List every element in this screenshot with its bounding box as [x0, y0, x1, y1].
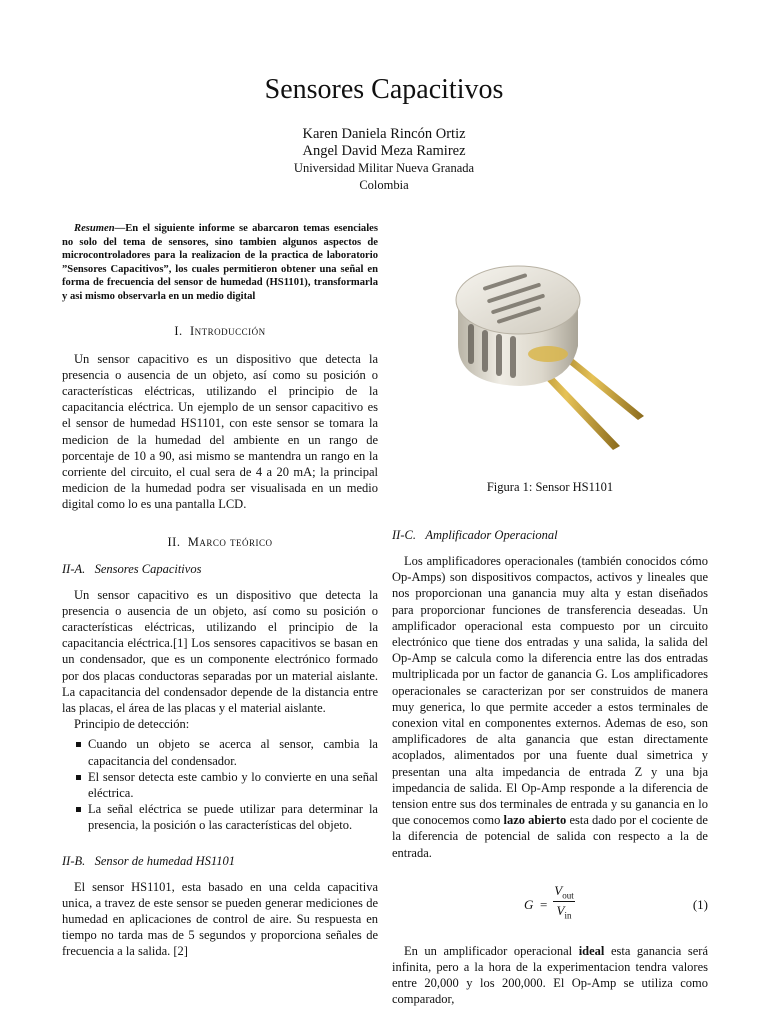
author-1: Karen Daniela Rincón Ortiz	[302, 126, 466, 142]
hs1101-sensor-image	[430, 246, 670, 466]
intro-paragraph: Un sensor capacitivo es un dispositivo que detecta la presencia o ausencia de un objeto, así como su posición o características eléctricas, utilizando el principio de la capacitancia eléctrica. Un ejemplo de un sensor capacitivo es el sensor de humedad HS1101, con este sensor se tomara la medicion de la humedad del ambiente en un rango de porcentaje de 10 a 90, asi mismo se mantendra un rango en la corriente del circuito, el cual sera de 4 a 20 mA; la principal medicion de la humedad podra ser visualisada en un medio digital como lo es una pantalla LCD.	[62, 351, 378, 512]
opamp-text: Los amplificadores operacionales (también conocidos cómo Op-Amps) son dispositivos compactos, activos y lineales que nos proporcionan una ganancia muy alta y estan diseñados para proporcionar funciones de transferencia deseadas. Un amplificador operacional esta compuesto por un circuito electrónico que tiene dos entradas y una salida, la salida del Op-Amp se calcula como la diferencia entre las dos entradas multriplicada por un factor de ganancia G. Los amplificadores operacionales se caracterizan por ser construidos de manera muy generica, lo que permite acceder a estos terminales de conexion vital en componentes externos. Ademas de eso, son amplificadores de alta ganancia que estan directamente acoplados, alimentados por una fuente dual simetrica y presentan una alta impedancia de entrada Z y una bja impedancia de salida. El Op-Amp responde a la diferencia de tension entre sus dos terminales de entrada y su ganancia en lo que conocemos como	[392, 554, 708, 828]
denominator: V	[556, 903, 565, 919]
author-block	[0, 126, 768, 194]
subsection-label: II-A.	[62, 561, 86, 576]
subsection-heading-c	[392, 528, 708, 543]
equation-fraction	[553, 883, 575, 921]
numerator-sub: out	[562, 890, 574, 901]
subsection-label: II-B.	[62, 853, 86, 868]
abstract-label: Resumen	[74, 223, 115, 234]
opamp-text-end: esta dado por el cociente de la diferencia de potencial de salida con respecto a la de entrada.	[392, 813, 708, 860]
author-2: Angel David Meza Ramirez	[302, 143, 466, 159]
section-number: II.	[167, 534, 181, 549]
affiliation: Universidad Militar Nueva Granada	[293, 161, 475, 175]
country: Colombia	[359, 178, 409, 192]
numerator: V	[554, 882, 563, 898]
section-heading-introduccion	[62, 324, 378, 339]
sensor-pad	[528, 346, 568, 362]
section-title: Introducción	[189, 323, 266, 338]
list-item: El sensor detecta este cambio y lo convierte en una señal eléctrica.	[62, 769, 378, 801]
equation-number: (1)	[692, 896, 708, 912]
section-heading-marco-teorico	[62, 535, 378, 550]
sensores-paragraph: Un sensor capacitivo es un dispositivo que detecta la presencia o ausencia de un objeto, así como su posición o características eléctricas, utilizando el principio de la capacitancia eléctrica.[1] Los sensores capacitivos se basan en un condensador, que es un componente electrónico formado por dos placas conductoras separadas por un material aislante. La capacitancia del condensador depende de la distancia entre las placas, el área de las placas y el material aislante.	[62, 587, 378, 716]
abstract-text: —En el siguiente informe se abarcaron temas esenciales no solo del tema de sensores, sino tambien algunos aspectos de microcontroladores para la realizacion de la practica de laboratorio ”Sensores Capacitivos”, los cuales permitieron obtener una señal en forma de frecuencia del sensor de humedad (HS1101), transformarla y asi mismo observarla en un medio digital	[62, 223, 378, 302]
principle-list	[62, 736, 378, 833]
section-title: Marco teórico	[187, 534, 273, 549]
equation-1	[392, 883, 708, 933]
opamp-paragraph-2	[392, 943, 708, 1008]
principle-label: Principio de detección:	[74, 717, 190, 732]
denominator-sub: in	[564, 911, 572, 922]
figure-caption: Figura 1: Sensor HS1101	[486, 480, 614, 494]
subsection-title: Sensor de humedad HS1101	[94, 853, 235, 868]
section-number: I.	[174, 323, 183, 338]
paper-title: Sensores Capacitivos	[264, 74, 504, 105]
abstract	[62, 222, 378, 304]
subsection-title: Amplificador Operacional	[425, 528, 558, 542]
subsection-label: II-C.	[392, 528, 416, 542]
right-column	[392, 526, 708, 1008]
subsection-heading-a	[62, 562, 378, 577]
bold-term: ideal	[578, 943, 605, 958]
equation-lhs: G	[524, 896, 534, 912]
opamp-paragraph-1	[392, 553, 708, 861]
subsection-heading-b	[62, 854, 378, 869]
bold-term: lazo abierto	[503, 813, 567, 828]
equation-equals: =	[540, 896, 548, 912]
list-item: La señal eléctrica se puede utilizar para determinar la presencia, la posición o las características del objeto.	[62, 801, 378, 833]
hs1101-paragraph: El sensor HS1101, esta basado en una celda capacitiva unica, a travez de este sensor se pueden generar mediciones de humedad en aplicaciones de control de aire. Su respuesta en tiempo no tarda mas de 5 segundos y proporciona señales de frecuencia a la salida. [2]	[62, 879, 378, 959]
subsection-title: Sensores Capacitivos	[94, 561, 202, 576]
sensor-figure	[430, 246, 670, 466]
opamp-text-end: esta ganancia será infinita, pero a la hora de la experimentacion tendra valores entre 20,000 y los 200,000. El Op-Amp se utiliza como comparador,	[392, 943, 708, 1007]
left-column	[62, 222, 378, 960]
list-item: Cuando un objeto se acerca al sensor, cambia la capacitancia del condensador.	[62, 736, 378, 768]
opamp-text: En un amplificador operacional	[404, 943, 573, 958]
